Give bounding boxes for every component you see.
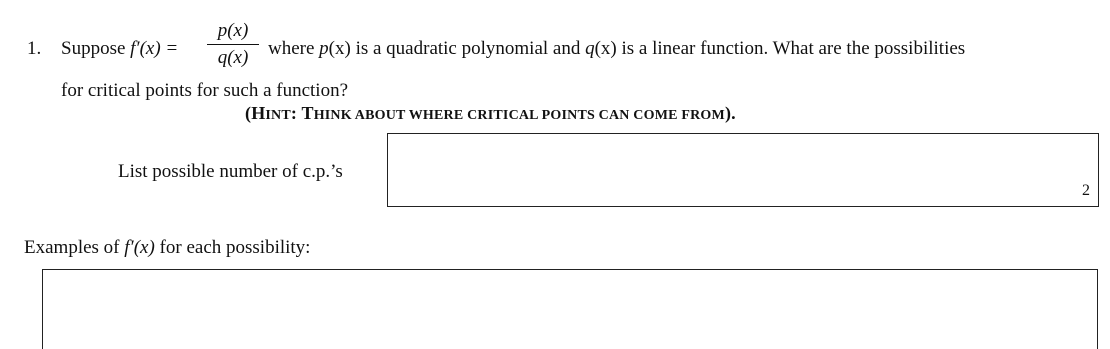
hint-body: HINK ABOUT WHERE CRITICAL POINTS CAN COME FROM [313,108,725,123]
question-statement [268,38,965,60]
fraction-bar [207,44,259,45]
hint-int: INT [265,108,291,123]
examples-label [24,237,310,259]
question-lead [61,38,178,60]
page-number: 2 [1082,182,1090,199]
examples-fprime: f′(x) [124,237,155,258]
hint-open: (H [245,103,266,123]
examples-label-pre: Examples of [24,237,125,258]
fprime-expression: f′(x) = [130,38,179,59]
examples-answer-box[interactable] [42,269,1098,349]
q-symbol: q [585,38,595,59]
question-line-2: for critical points for such a function? [61,80,349,101]
question-text-2: (x) is a quadratic polynomial and [328,38,586,59]
question-lead-text: Suppose [61,38,131,59]
question-number: 1. [27,38,42,59]
question-text-1: where [268,38,320,59]
hint-t: : T [290,103,314,123]
fraction-p-over-q [207,20,259,69]
hint-text [245,103,736,124]
question-text-3: (x) is a linear function. What are the possibilities [594,38,966,59]
cp-count-label: List possible number of c.p.’s [118,161,343,182]
hint-close: ). [724,103,736,123]
cp-count-answer-box[interactable] [387,133,1099,207]
fraction-denominator: q(x) [217,47,249,68]
examples-label-post: for each possibility: [154,237,311,258]
p-symbol: p [319,38,329,59]
fraction-numerator: p(x) [217,20,249,41]
